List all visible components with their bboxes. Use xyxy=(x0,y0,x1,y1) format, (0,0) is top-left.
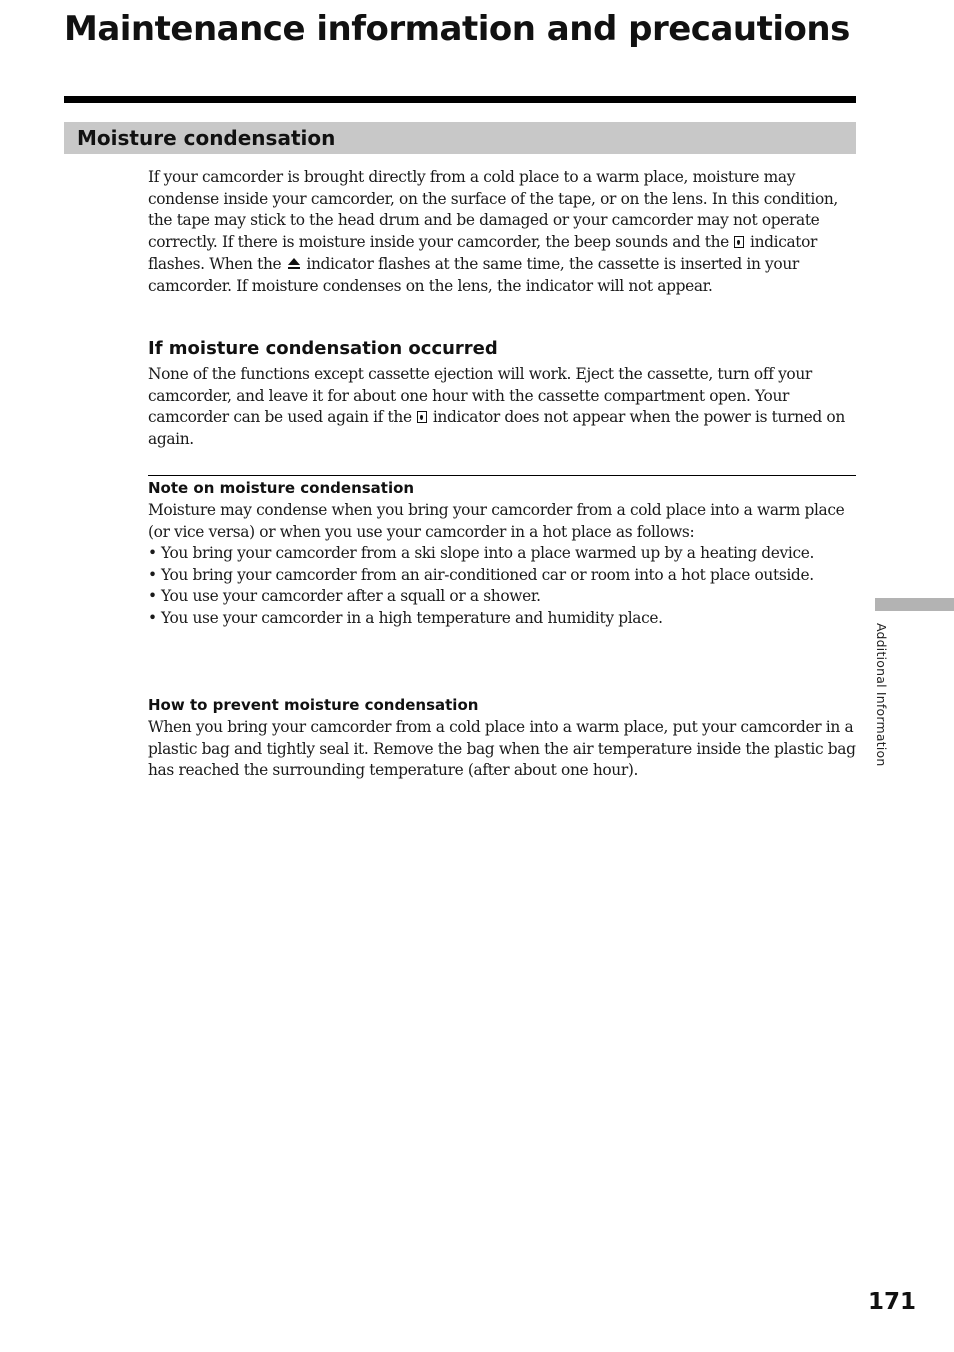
note-divider xyxy=(148,475,856,476)
side-tab-marker xyxy=(875,598,954,611)
eject-icon xyxy=(287,258,301,270)
note-bullet-list xyxy=(148,543,858,630)
prevent-paragraph: When you bring your camcorder from a cold place into a warm place, put your camcorder in a plastic bag and tightly seal it. Remove the bag when the air temperature inside the plastic bag has reached the surrounding temperature (after about one hour). xyxy=(148,718,856,780)
prevent-heading: How to prevent moisture condensation xyxy=(148,696,479,714)
list-item: • You use your camcorder in a high temperature and humidity place. xyxy=(148,608,858,630)
title-rule xyxy=(64,96,856,103)
page-number: 171 xyxy=(868,1289,917,1315)
moisture-indicator-icon xyxy=(734,236,744,248)
section-title: Moisture condensation xyxy=(77,126,336,150)
occurred-text-1: None of the functions except cassette ejection will work. Eject the cassette, turn off your camcorder, and leave it for about one hour with the cassette compartment open. Your camcorder can be used again if the xyxy=(148,365,812,427)
occurred-text-2: indicator does not appear when the power is turned on again. xyxy=(148,408,845,449)
list-item: • You use your camcorder after a squall or a shower. xyxy=(148,586,858,608)
side-tab-label: Additional Information xyxy=(874,623,889,767)
note-heading: Note on moisture condensation xyxy=(148,479,415,497)
moisture-indicator-icon xyxy=(417,411,427,423)
intro-text-1: If your camcorder is brought directly from a cold place to a warm place, moisture may condense inside your camcorder, on the surface of the tape, or on the lens. In this condition, the tape may stick to the head drum and be damaged or your camcorder may not operate correctly. If there is moisture inside your camcorder, the beep sounds and the xyxy=(148,168,838,252)
occurred-paragraph xyxy=(148,364,858,451)
intro-text-3: indicator flashes at the same time, the cassette is inserted in your camcorder. If moisture condenses on the lens, the indicator will not appear. xyxy=(148,254,799,295)
section-header-bar xyxy=(64,122,856,154)
intro-text-2: indicator flashes. When the xyxy=(148,233,818,273)
list-item: • You bring your camcorder from a ski slope into a place warmed up by a heating device. xyxy=(148,543,858,565)
note-paragraph: Moisture may condense when you bring your camcorder from a cold place into a warm place (or vice versa) or when you use your camcorder in a hot place as follows: xyxy=(148,501,845,541)
page-title: Maintenance information and precautions xyxy=(64,9,850,49)
intro-paragraph xyxy=(148,167,858,297)
occurred-heading: If moisture condensation occurred xyxy=(148,338,498,359)
list-item: • You bring your camcorder from an air-conditioned car or room into a hot place outside. xyxy=(148,565,858,587)
